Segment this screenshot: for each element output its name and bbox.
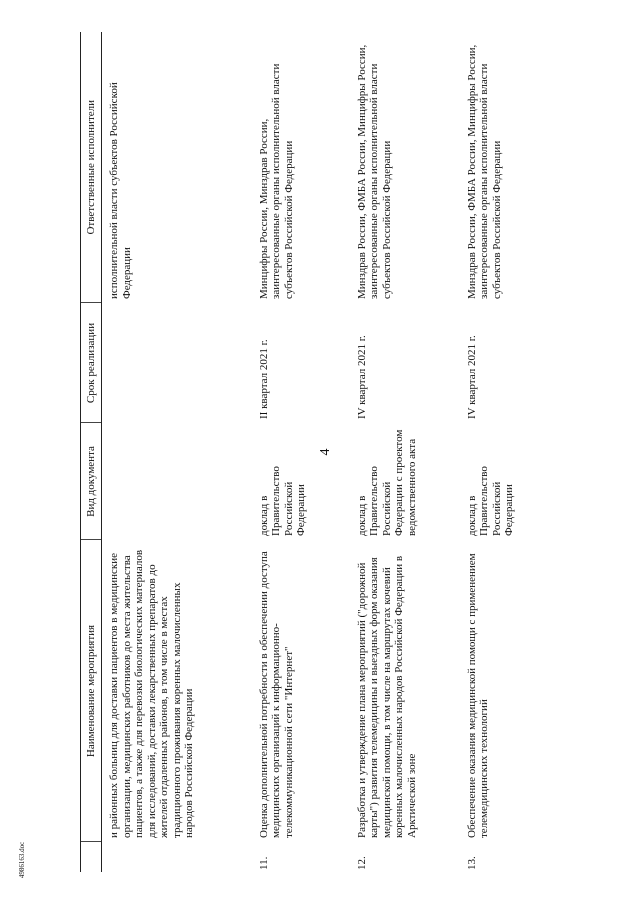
row-number: [102, 842, 254, 872]
document-code: 4986163.doc: [18, 841, 26, 879]
deadline: IV квартал 2021 г.: [355, 335, 368, 419]
table-header: [81, 32, 102, 872]
header-number-column: [81, 842, 102, 872]
responsible: Минздрав России, ФМБА России, Минцифры России, заинтересованные органы исполнительной власти субъектов Российской Федерации: [465, 44, 503, 299]
header-deadline: Срок реализации: [81, 303, 102, 423]
header-responsible: Ответственные исполнители: [81, 32, 102, 303]
table-row: [462, 32, 582, 872]
deadline: [102, 303, 254, 423]
measure-name: Разработка и утверждение плана мероприятий ("дорожной карты") развития телемедицины и выездных форм оказания медицинской помощи, в том числе на маршрутах кочевий коренных малочисленных народов Российской Федерации в Арктической зоне: [355, 555, 418, 838]
measures-table: [80, 32, 582, 872]
measure-name: Оценка дополнительной потребности в обеспечении доступа медицинских организаций к информационно-телекоммуникационной сети "Интернет": [257, 551, 295, 838]
document-type: доклад в Правительство Российской Федерации: [465, 466, 515, 536]
row-number: 12.: [355, 856, 368, 870]
document-type: доклад в Правительство Российской Федерации: [257, 466, 307, 536]
measure-name: и районных больниц для доставки пациентов в медицинские организации, медицинских работников до места жительства пациентов, а также для перевозки биологических материалов для исследований, доставки лекарственных препаратов до жителей отдаленных районов, в том числе в местах традиционного проживания коренных малочисленных народов Российской Федерации: [108, 549, 195, 838]
responsible: исполнительной власти субъектов Российской Федерации: [108, 82, 133, 299]
rotated-table-container: [80, 32, 620, 872]
deadline: II квартал 2021 г.: [257, 339, 270, 419]
document-type: доклад в Правительство Российской Федерации с проектом ведомственного акта: [355, 429, 418, 536]
document-type: [102, 423, 254, 540]
row-number: 11.: [257, 856, 270, 870]
header-measure-name: Наименование мероприятия: [81, 540, 102, 842]
responsible: Минцифры России, Минздрав России, заинтересованные органы исполнительной власти субъектов Российской Федерации: [257, 63, 295, 299]
document-sheet: [80, 32, 620, 872]
row-number: 13.: [465, 856, 478, 870]
table-row: [352, 32, 462, 872]
header-document-type: Вид документа: [81, 423, 102, 540]
deadline: IV квартал 2021 г.: [465, 335, 478, 419]
table-row: [254, 32, 352, 872]
page-number: 4: [318, 448, 333, 456]
responsible: Минздрав России, ФМБА России, Минцифры России, заинтересованные органы исполнительной власти субъектов Российской Федерации: [355, 44, 393, 299]
measure-name: Обеспечение оказания медицинской помощи с применением телемедицинских технологий: [465, 553, 490, 838]
table-row: [102, 32, 254, 872]
